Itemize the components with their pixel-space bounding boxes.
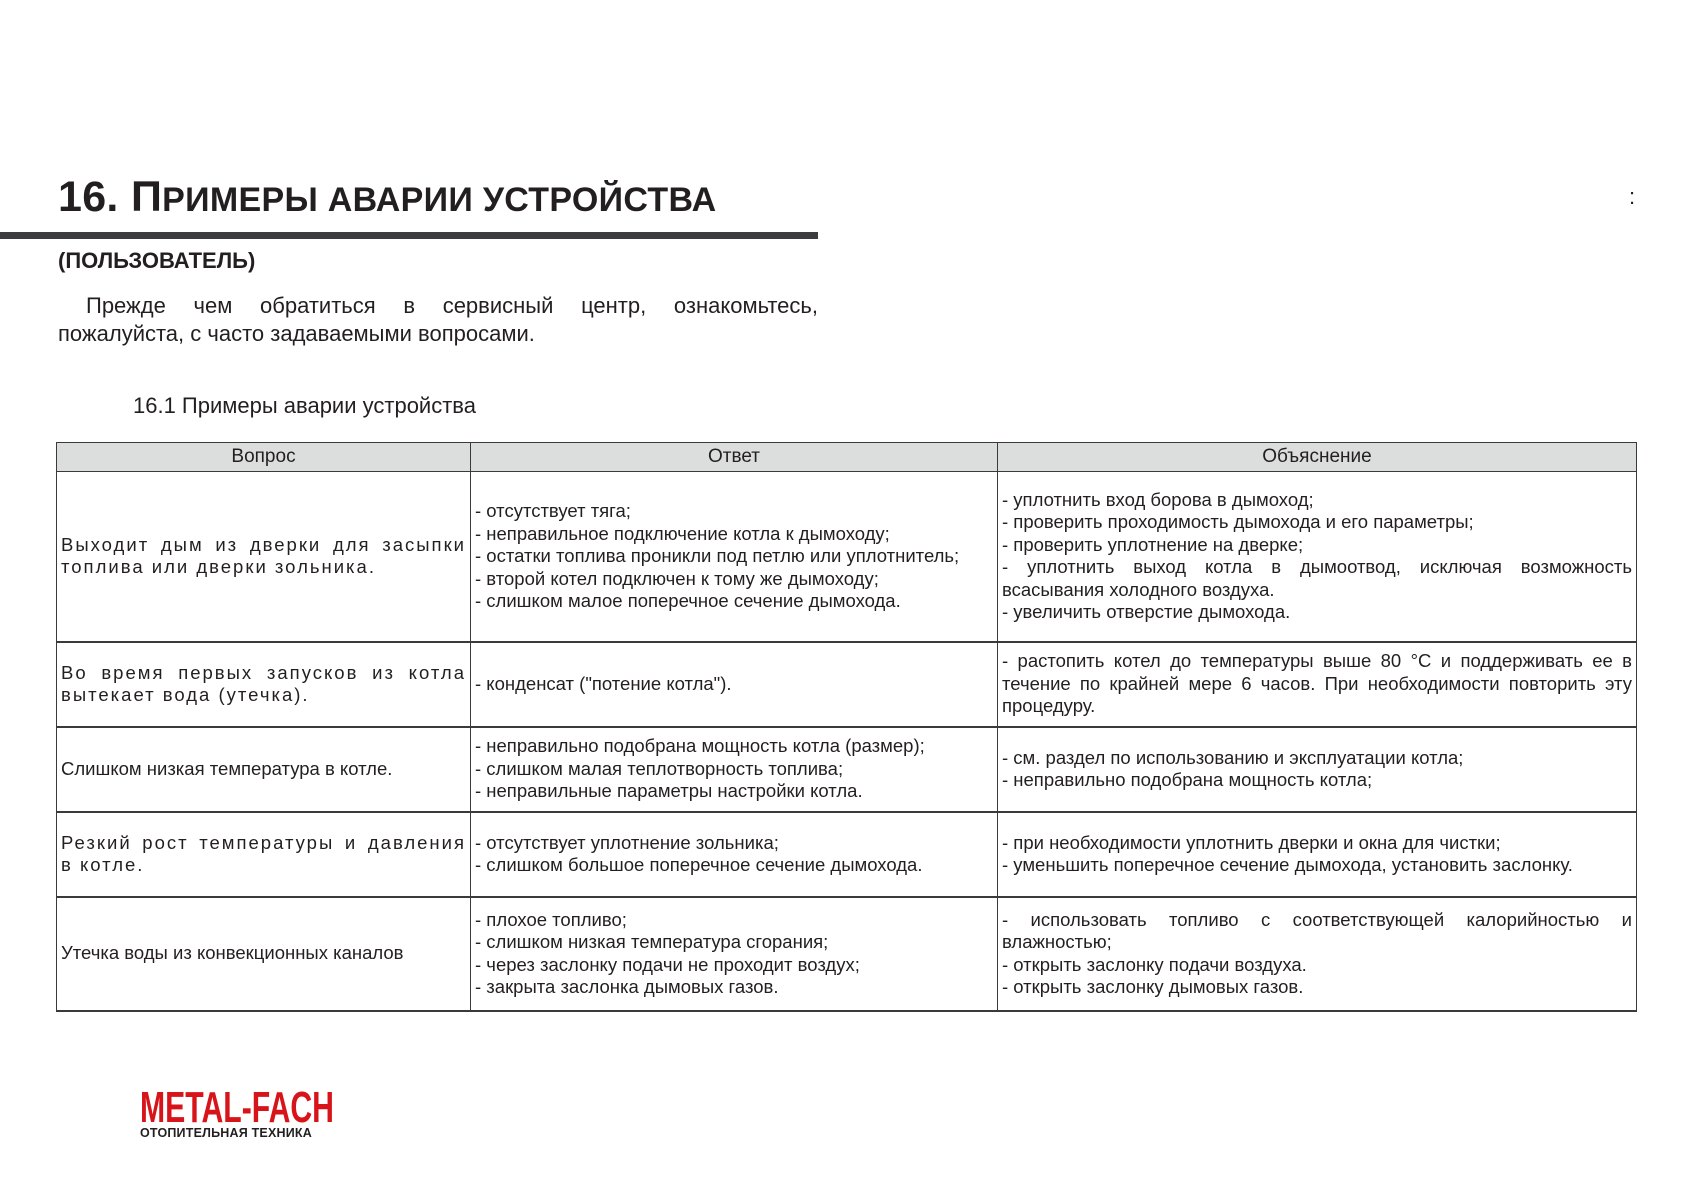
intro-paragraph: Прежде чем обратиться в сервисный центр, ознакомьтесь, пожалуйста, с часто задаваемыми вопросами. [58,293,818,346]
explanation-cell [998,897,1637,1011]
answer-line: - конденсат ("потение котла"). [475,672,732,694]
table-row [57,812,1637,897]
answer-cell [471,727,998,812]
explanation-cell [998,727,1637,812]
question-cell: Слишком низкая температура в котле. [57,727,471,812]
explanation-line: - уплотнить вход борова в дымоход; [1002,488,1314,510]
explanation-line: - уменьшить поперечное сечение дымохода, установить заслонку. [1002,854,1573,875]
logo-tagline: ОТОПИТЕЛЬНАЯ ТЕХНИКА [140,1126,312,1140]
logo-wordmark [140,1084,336,1126]
explanation-line: - неправильно подобрана мощность котла; [1002,769,1373,790]
answer-line: - второй котел подключен к тому же дымоходу; [475,567,879,589]
heading-rest: РИМЕРЫ АВАРИИ УСТРОЙСТВА [162,181,717,219]
header-question: Вопрос [57,443,471,472]
explanation-cell [998,472,1637,642]
explanation-line: - открыть заслонку дымовых газов. [1002,976,1304,997]
explanation-line: - открыть заслонку подачи воздуха. [1002,953,1307,975]
section-title: 16.1 Примеры аварии устройства [133,393,476,418]
question-cell: Во время первых запусков из котла вытекает вода (утечка). [57,642,471,727]
explanation-line: - увеличить отверстие дымохода. [1002,601,1291,623]
page-subheading: (ПОЛЬЗОВАТЕЛЬ) [58,248,256,273]
answer-line: - отсутствует тяга; [475,500,631,521]
answer-line: - неправильно подобрана мощность котла (размер); [475,735,925,757]
explanation-line: - см. раздел по использованию и эксплуатации котла; [1002,746,1464,768]
explanation-line: - растопить котел до температуры выше 80 °С и поддерживать ее в течение по крайней мере 6 часов. При необходимости повторить эту процедуру. [1002,650,1632,717]
answer-line: - слишком малое поперечное сечение дымохода. [475,590,901,611]
table-row [57,472,1637,642]
answer-line: - неправильное подключение котла к дымоходу; [475,522,890,544]
heading-number: 16. [58,173,119,221]
table-row [57,897,1637,1011]
header-explanation: Объяснение [998,443,1637,472]
heading-underline [0,232,818,239]
question-cell: Утечка воды из конвекционных каналов [57,897,471,1011]
header-answer: Ответ [471,443,998,472]
explanation-line: - проверить проходимость дымохода и его параметры; [1002,511,1474,533]
answer-line: - отсутствует уплотнение зольника; [475,831,779,853]
page-heading [58,173,717,221]
explanation-line: - проверить уплотнение на дверке; [1002,533,1304,555]
answer-cell [471,642,998,727]
explanation-line: - при необходимости уплотнить дверки и окна для чистки; [1002,831,1501,853]
answer-line: - неправильные параметры настройки котла. [475,780,863,802]
heading-first-letter: П [130,173,163,221]
brand-logo [140,1084,336,1140]
table-row [57,642,1637,727]
answer-line: - слишком низкая температура сгорания; [475,931,829,952]
explanation-cell [998,812,1637,897]
explanation-line: - использовать топливо с соответствующей калорийностью и влажностью; [1002,908,1632,952]
answer-cell [471,472,998,642]
answer-line: - через заслонку подачи не проходит воздух; [475,953,860,975]
logo-brand-text: METAL-FACH [140,1084,334,1126]
faults-table [56,442,1637,1012]
answer-line: - плохое топливо; [475,908,627,930]
question-cell: Резкий рост температуры и давления в котле. [57,812,471,897]
answer-line: - слишком малая теплотворность топлива; [475,757,844,779]
explanation-cell [998,642,1637,727]
answer-cell [471,812,998,897]
answer-line: - остатки топлива проникли под петлю или уплотнитель; [475,545,960,566]
page-corner-mark: : [1629,184,1636,209]
answer-line: - закрыта заслонка дымовых газов. [475,976,779,997]
answer-cell [471,897,998,1011]
explanation-line: - уплотнить выход котла в дымоотвод, исключая возможность всасывания холодного воздуха. [1002,556,1632,600]
answer-line: - слишком большое поперечное сечение дымохода. [475,854,923,875]
table-header-row [57,443,1637,472]
table-row [57,727,1637,812]
question-cell: Выходит дым из дверки для засыпки топлива или дверки зольника. [57,472,471,642]
